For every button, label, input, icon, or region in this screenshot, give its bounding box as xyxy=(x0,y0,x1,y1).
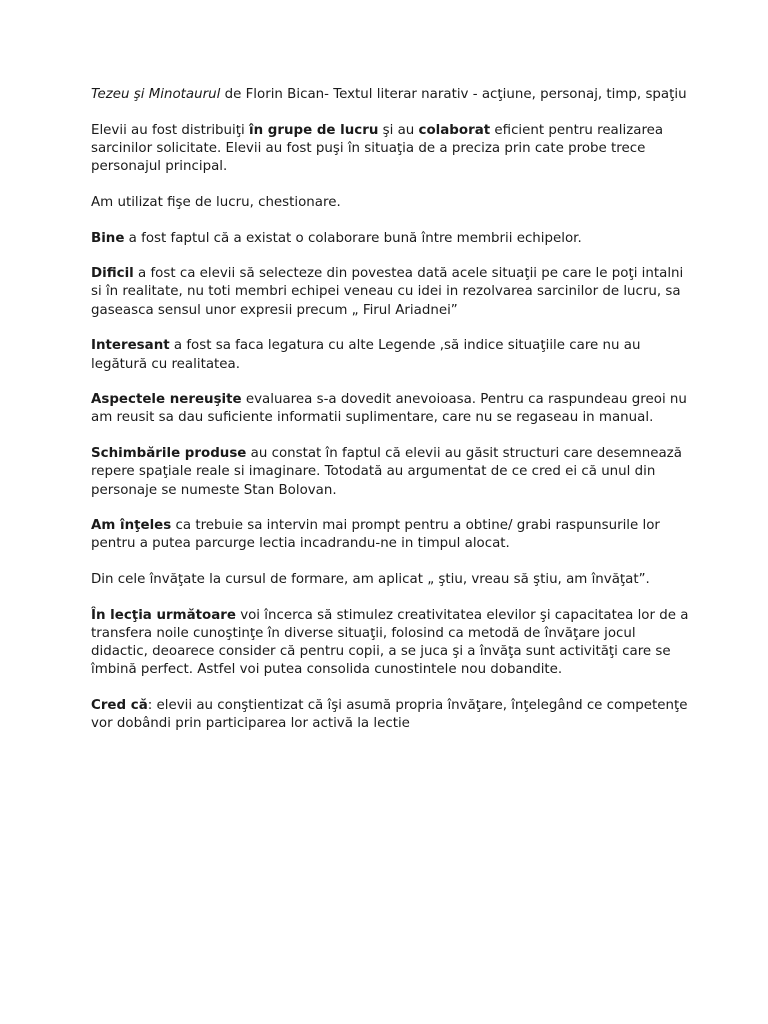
bold-run: Bine xyxy=(91,230,125,246)
text-run: a fost ca elevii să selecteze din povestea dată acele situaţii pe care le poţi intalni si în realitate, nu toti membri echipei veneau cu idei in rezolvarea sarcinilor de lucru, sa gaseasca sensul unor expresii precum „ Firul Ariadnei” xyxy=(91,266,684,318)
paragraph-belief xyxy=(91,697,691,733)
text-run: şi au xyxy=(378,122,419,138)
paragraph-understood xyxy=(91,517,691,553)
text-run: Din cele învăţate la cursul de formare, am aplicat „ ştiu, vreau să ştiu, am învăţat”. xyxy=(91,572,650,588)
bold-run: Cred că xyxy=(91,698,148,714)
heading-title: Tezeu şi Minotaurul xyxy=(91,87,221,102)
paragraph-changes xyxy=(91,445,691,500)
text-run: a fost faptul că a existat o colaborare bună între membrii echipelor. xyxy=(124,230,582,246)
bold-run: Interesant xyxy=(91,338,170,354)
text-run: ca trebuie sa intervin mai prompt pentru a obtine/ grabi raspunsurile lor pentru a putea parcurge lectia incadrandu-ne in timpul alocat. xyxy=(91,518,660,552)
paragraph-good xyxy=(91,230,691,248)
document-heading xyxy=(91,86,691,104)
paragraph-materials xyxy=(91,194,691,212)
text-run: voi încerca să stimulez creativitatea elevilor şi capacitatea lor de a transfera noile cunoştinţe în diverse situaţii, folosind ca metodă de învăţare jocul didactic, deoarece consider că pentru copii, a se juca şi a învăţa sunt activităţi care se îmbină perfect. Astfel voi putea consolida cunostintele nou dobandite. xyxy=(91,607,689,678)
paragraph-interesting xyxy=(91,337,691,373)
text-run: evaluarea s-a dovedit anevoioasa. Pentru ca raspundeau greoi nu am reusit sa dau suficiente informatii suplimentare, care nu se regaseau in manual. xyxy=(91,392,687,426)
document-body xyxy=(91,86,691,751)
text-run: Elevii au fost distribuiţi xyxy=(91,122,249,138)
bold-run: Aspectele nereuşite xyxy=(91,392,242,408)
bold-run: în grupe de lucru xyxy=(249,122,379,138)
bold-run: Dificil xyxy=(91,266,134,282)
bold-run: În lecţia următoare xyxy=(91,607,236,623)
bold-run: Schimbările produse xyxy=(91,446,247,462)
heading-author: de Florin Bican- Textul literar narativ - acţiune, personaj, timp, spaţiu xyxy=(220,87,687,102)
bold-run: Am înţeles xyxy=(91,518,172,534)
text-run: : elevii au conştientizat că îşi asumă propria învăţare, înţelegând ce competenţe vor dobândi prin participarea lor activă la lectie xyxy=(91,698,688,732)
paragraph-group-work xyxy=(91,122,691,177)
text-run: a fost sa faca legatura cu alte Legende ,să indice situaţiile care nu au legătură cu realitatea. xyxy=(91,338,641,372)
paragraph-next-lesson xyxy=(91,607,691,680)
text-run: eficient pentru realizarea sarcinilor solicitate. Elevii au fost puşi în situaţia de a preciza prin cate probe trece personajul principal. xyxy=(91,122,664,175)
text-run: Am utilizat fişe de lucru, chestionare. xyxy=(91,194,341,210)
bold-run: colaborat xyxy=(418,122,491,138)
paragraph-failures xyxy=(91,391,691,427)
paragraph-difficult xyxy=(91,265,691,320)
text-run: au constat în faptul că elevii au găsit structuri care desemnează repere spaţiale reale si imaginare. Totodată au argumentat de ce cred ei că unul din personaje se numeste Stan Bolovan. xyxy=(91,446,682,498)
paragraph-training xyxy=(91,571,691,589)
